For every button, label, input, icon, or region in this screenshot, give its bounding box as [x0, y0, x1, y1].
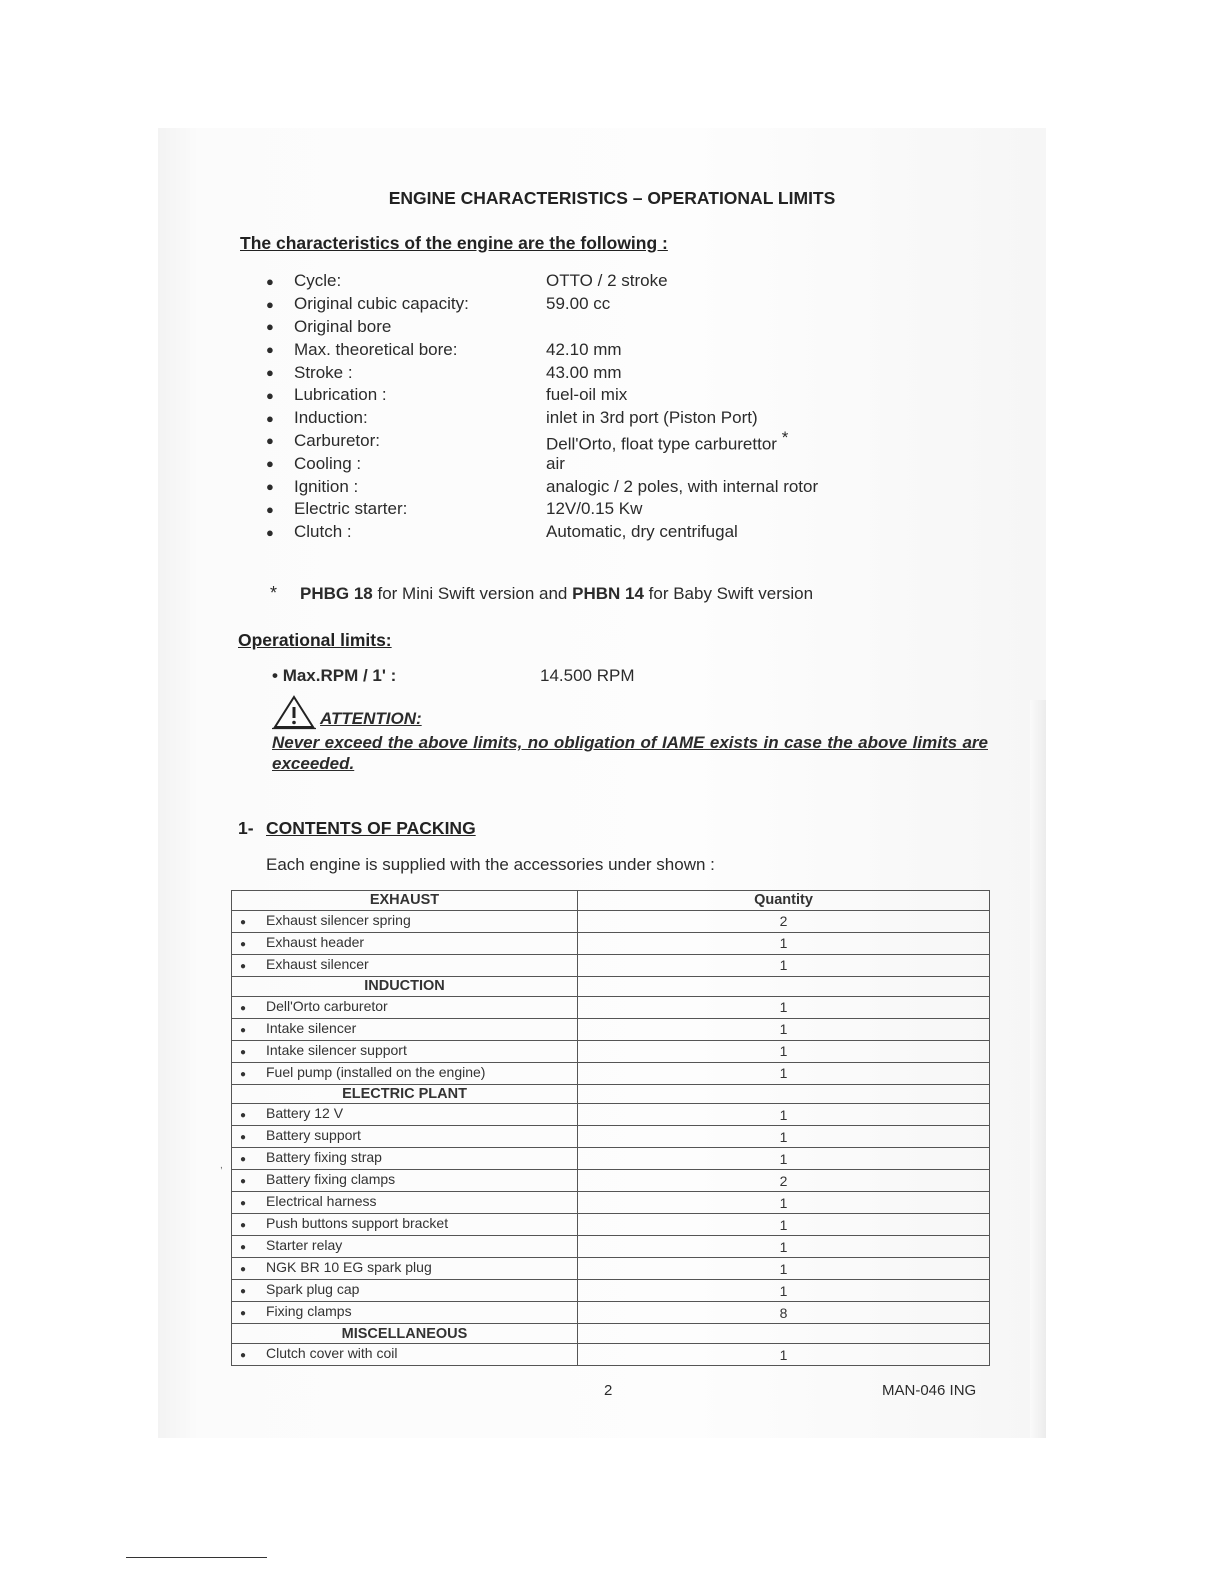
quantity-cell: 1	[578, 1062, 990, 1084]
quantity-cell: 1	[578, 1236, 990, 1258]
quantity-cell: 1	[578, 1214, 990, 1236]
bullet-icon: ●	[266, 524, 274, 540]
header-exhaust: EXHAUST	[232, 891, 578, 911]
bullet-icon: ●	[240, 1176, 247, 1188]
table-row	[232, 1302, 990, 1324]
spec-row	[266, 338, 986, 361]
spec-value	[546, 340, 986, 360]
quantity-cell: 1	[578, 932, 990, 954]
table-row	[232, 1040, 990, 1062]
spec-row	[266, 452, 986, 475]
item-cell	[232, 1280, 578, 1302]
item-name: Fuel pump (installed on the engine)	[266, 1063, 486, 1080]
section-title: CONTENTS OF PACKING	[266, 818, 476, 838]
item-name: Starter relay	[266, 1237, 343, 1254]
spec-value-text: Automatic, dry centrifugal	[546, 522, 738, 542]
category-label: INDUCTION	[232, 976, 578, 996]
bullet-icon: ●	[266, 273, 274, 289]
table-row	[232, 1062, 990, 1084]
table-row	[232, 1170, 990, 1192]
item-cell	[232, 1148, 578, 1170]
bullet-icon: ●	[240, 1220, 247, 1232]
spec-row	[266, 475, 986, 498]
spec-value-text: 12V/0.15 Kw	[546, 499, 643, 519]
quantity-cell: 2	[578, 1170, 990, 1192]
table-category-row	[232, 1084, 990, 1104]
spec-label: Induction:	[294, 408, 368, 428]
item-name: Fixing clamps	[266, 1303, 352, 1320]
page-number: 2	[604, 1382, 613, 1399]
item-cell	[232, 1040, 578, 1062]
spec-label: Electric starter:	[294, 499, 408, 519]
packing-contents-table	[231, 890, 990, 1366]
spec-value	[546, 408, 986, 428]
item-name: NGK BR 10 EG spark plug	[266, 1259, 432, 1276]
spec-value-text: analogic / 2 poles, with internal rotor	[546, 476, 819, 496]
quantity-cell: 8	[578, 1302, 990, 1324]
scan-edge-shadow	[1030, 700, 1046, 1438]
attention-label: ATTENTION:	[320, 709, 422, 728]
characteristics-heading: The characteristics of the engine are the following :	[240, 233, 668, 253]
spec-value	[546, 522, 986, 542]
bullet-icon: ●	[240, 1308, 247, 1320]
item-cell	[232, 1104, 578, 1126]
item-cell	[232, 1236, 578, 1258]
spec-row	[266, 293, 986, 316]
max-rpm-value: 14.500 RPM	[540, 666, 635, 685]
table-row	[232, 1018, 990, 1040]
spec-value	[546, 294, 986, 314]
item-name: Battery 12 V	[266, 1105, 344, 1122]
item-name: Battery fixing clamps	[266, 1171, 396, 1188]
bullet-icon: ●	[240, 1132, 247, 1144]
quantity-cell: 1	[578, 1126, 990, 1148]
category-label: MISCELLANEOUS	[232, 1324, 578, 1344]
document-reference: MAN-046 ING	[882, 1382, 977, 1399]
table-row	[232, 954, 990, 976]
spec-row	[266, 384, 986, 407]
spec-label: Original cubic capacity:	[294, 294, 469, 314]
spec-label: Lubrication :	[294, 385, 387, 405]
footnote-model-baby: PHBN 14	[572, 584, 644, 603]
item-name: Battery fixing strap	[266, 1149, 382, 1166]
item-cell	[232, 1302, 578, 1324]
item-name: Intake silencer	[266, 1019, 357, 1036]
category-label: ELECTRIC PLANT	[232, 1084, 578, 1104]
spec-value-text: 42.10 mm	[546, 339, 622, 359]
spec-row	[266, 407, 986, 430]
table-row	[232, 1148, 990, 1170]
item-cell	[232, 1126, 578, 1148]
footnote-star: *	[781, 427, 789, 447]
table-row	[232, 1280, 990, 1302]
table-row	[232, 1192, 990, 1214]
spec-label: Ignition :	[294, 476, 359, 496]
table-row	[232, 1104, 990, 1126]
spec-label: Cooling :	[294, 453, 362, 473]
spec-value-text: air	[546, 453, 565, 473]
carburetor-footnote	[270, 583, 813, 604]
item-name: Dell'Orto carburetor	[266, 997, 388, 1014]
footnote-text-1: for Mini Swift version and	[372, 584, 573, 603]
bullet-icon: ●	[266, 387, 274, 403]
spec-label: Cycle:	[294, 271, 342, 291]
bullet-icon: ●	[266, 456, 274, 472]
table-header-row	[232, 891, 990, 911]
bullet-icon: ●	[240, 960, 247, 972]
spec-label: Carburetor:	[294, 430, 380, 450]
item-name: Intake silencer support	[266, 1041, 407, 1058]
table-row	[232, 996, 990, 1018]
spec-row	[266, 270, 986, 293]
spec-value	[546, 385, 986, 405]
bullet-icon: ●	[266, 296, 274, 312]
item-cell	[232, 910, 578, 932]
warning-triangle-icon	[272, 694, 316, 730]
spec-value-text: OTTO / 2 stroke	[546, 271, 668, 291]
spec-value-text: 59.00 cc	[546, 294, 611, 314]
bullet-icon: ●	[240, 1350, 247, 1362]
bottom-rule	[126, 1557, 267, 1558]
spec-row	[266, 361, 986, 384]
spec-value-text: 43.00 mm	[546, 362, 622, 382]
item-name: Clutch cover with coil	[266, 1345, 398, 1362]
packing-intro: Each engine is supplied with the accessories under shown :	[266, 855, 715, 874]
item-cell	[232, 1344, 578, 1366]
bullet-icon: ●	[240, 1046, 247, 1058]
bullet-icon: ●	[266, 365, 274, 381]
attention-block	[272, 694, 422, 730]
spec-value	[546, 428, 986, 455]
quantity-cell: 1	[578, 1018, 990, 1040]
empty-cell	[578, 1084, 990, 1104]
bullet-icon: ●	[266, 410, 274, 426]
header-quantity: Quantity	[578, 891, 990, 911]
section-number: 1-	[238, 818, 254, 838]
table-row	[232, 1236, 990, 1258]
spec-label: Original bore	[294, 316, 392, 336]
bullet-icon: ●	[240, 1264, 247, 1276]
item-cell	[232, 1018, 578, 1040]
table-row	[232, 910, 990, 932]
spec-label: Clutch :	[294, 522, 352, 542]
bullet-icon: ●	[266, 501, 274, 517]
spec-row	[266, 498, 986, 521]
item-name: Exhaust header	[266, 933, 365, 950]
item-name: Spark plug cap	[266, 1281, 360, 1298]
document-title: ENGINE CHARACTERISTICS – OPERATIONAL LIMITS	[388, 188, 836, 208]
item-cell	[232, 1062, 578, 1084]
quantity-cell: 2	[578, 910, 990, 932]
table-row	[232, 932, 990, 954]
quantity-cell: 1	[578, 1258, 990, 1280]
bullet-icon: ●	[266, 433, 274, 449]
item-name: Electrical harness	[266, 1193, 377, 1210]
max-rpm-label-text: Max.RPM / 1' :	[282, 666, 397, 685]
item-cell	[232, 1170, 578, 1192]
item-name: Exhaust silencer spring	[266, 911, 411, 928]
warning-text: Never exceed the above limits, no obligation of IAME exists in case the above limits are exceeded.	[272, 733, 988, 773]
spec-row	[266, 316, 986, 339]
bullet-icon: ●	[240, 1286, 247, 1298]
bullet-icon: ●	[240, 916, 247, 928]
table-row	[232, 1214, 990, 1236]
footnote-text-2: for Baby Swift version	[643, 584, 814, 603]
quantity-cell: 1	[578, 1148, 990, 1170]
spec-row	[266, 427, 986, 454]
bullet-icon: ●	[240, 1198, 247, 1210]
table-row	[232, 1258, 990, 1280]
quantity-cell: 1	[578, 996, 990, 1018]
quantity-cell: 1	[578, 1040, 990, 1062]
empty-cell	[578, 1324, 990, 1344]
margin-mark: ,	[220, 1160, 223, 1171]
quantity-cell: 1	[578, 1344, 990, 1366]
max-rpm-row	[272, 666, 635, 686]
table-row	[232, 1344, 990, 1366]
bullet-icon: ●	[240, 1154, 247, 1166]
bullet-icon: ●	[240, 1110, 247, 1122]
quantity-cell: 1	[578, 1104, 990, 1126]
item-cell	[232, 954, 578, 976]
table-category-row	[232, 1324, 990, 1344]
item-name: Battery support	[266, 1127, 361, 1144]
bullet-icon: ●	[240, 1024, 247, 1036]
item-name: Push buttons support bracket	[266, 1215, 449, 1232]
quantity-cell: 1	[578, 1280, 990, 1302]
bullet-icon: ●	[240, 1068, 247, 1080]
item-cell	[232, 996, 578, 1018]
table-category-row	[232, 976, 990, 996]
max-rpm-label: • Max.RPM / 1' :	[272, 666, 397, 685]
item-name: Exhaust silencer	[266, 955, 369, 972]
item-cell	[232, 1214, 578, 1236]
quantity-cell: 1	[578, 1192, 990, 1214]
item-cell	[232, 1192, 578, 1214]
bullet-icon: ●	[240, 938, 247, 950]
spec-label: Max. theoretical bore:	[294, 339, 458, 359]
bullet-icon: ●	[240, 1242, 247, 1254]
engine-spec-list	[266, 270, 986, 544]
spec-row	[266, 521, 986, 544]
quantity-cell: 1	[578, 954, 990, 976]
spec-value-text: inlet in 3rd port (Piston Port)	[546, 408, 758, 428]
bullet-icon: ●	[240, 1002, 247, 1014]
item-cell	[232, 932, 578, 954]
bullet-icon: ●	[266, 342, 274, 358]
spec-value	[546, 271, 986, 291]
footnote-marker: *	[270, 583, 278, 603]
spec-value	[546, 499, 986, 519]
operational-limits-heading: Operational limits:	[238, 630, 392, 650]
spec-label: Stroke :	[294, 362, 353, 382]
section-heading-contents	[238, 818, 476, 839]
spec-value	[546, 454, 986, 474]
table-row	[232, 1126, 990, 1148]
footnote-model-mini: PHBG 18	[300, 584, 373, 603]
spec-value-text: Dell'Orto, float type carburettor	[546, 434, 777, 454]
spec-value-text: fuel-oil mix	[546, 385, 628, 405]
bullet-icon: ●	[266, 319, 274, 335]
empty-cell	[578, 976, 990, 996]
spec-value	[546, 363, 986, 383]
bullet-icon: ●	[266, 479, 274, 495]
item-cell	[232, 1258, 578, 1280]
spec-value	[546, 477, 986, 497]
